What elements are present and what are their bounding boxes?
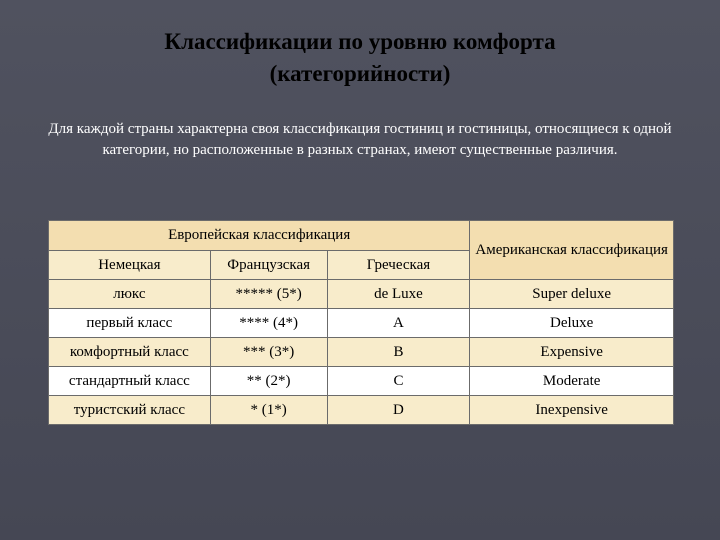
column-header-french: Французская (210, 251, 327, 280)
cell-french: ** (2*) (210, 367, 327, 396)
cell-american: Inexpensive (470, 396, 674, 425)
cell-german: первый класс (49, 309, 211, 338)
cell-greek: de Luxe (327, 280, 470, 309)
column-header-greek: Греческая (327, 251, 470, 280)
cell-american: Super deluxe (470, 280, 674, 309)
cell-french: **** (4*) (210, 309, 327, 338)
slide-title-line-1: Классификации по уровню комфорта (164, 29, 556, 54)
cell-american: Deluxe (470, 309, 674, 338)
cell-french: ***** (5*) (210, 280, 327, 309)
cell-american: Expensive (470, 338, 674, 367)
slide-title-line-2: (категорийности) (269, 61, 451, 86)
cell-french: * (1*) (210, 396, 327, 425)
cell-german: комфортный класс (49, 338, 211, 367)
cell-french: *** (3*) (210, 338, 327, 367)
table-row (49, 280, 674, 309)
cell-greek: B (327, 338, 470, 367)
slide-title (0, 26, 720, 90)
column-header-german: Немецкая (49, 251, 211, 280)
cell-greek: D (327, 396, 470, 425)
table-row (49, 367, 674, 396)
table-row (49, 338, 674, 367)
table-row (49, 309, 674, 338)
cell-german: туристский класс (49, 396, 211, 425)
cell-greek: A (327, 309, 470, 338)
cell-german: люкс (49, 280, 211, 309)
american-classification-header: Американская классификация (470, 221, 674, 280)
european-classification-header: Европейская классификация (49, 221, 470, 251)
cell-greek: C (327, 367, 470, 396)
cell-german: стандартный класс (49, 367, 211, 396)
intro-paragraph: Для каждой страны характерна своя классификация гостиниц и гостиницы, относящиеся к одной категории, но расположенные в разных странах, имеют существенные различия. (48, 121, 672, 158)
cell-american: Moderate (470, 367, 674, 396)
classification-table (48, 220, 674, 425)
table-row (49, 396, 674, 425)
